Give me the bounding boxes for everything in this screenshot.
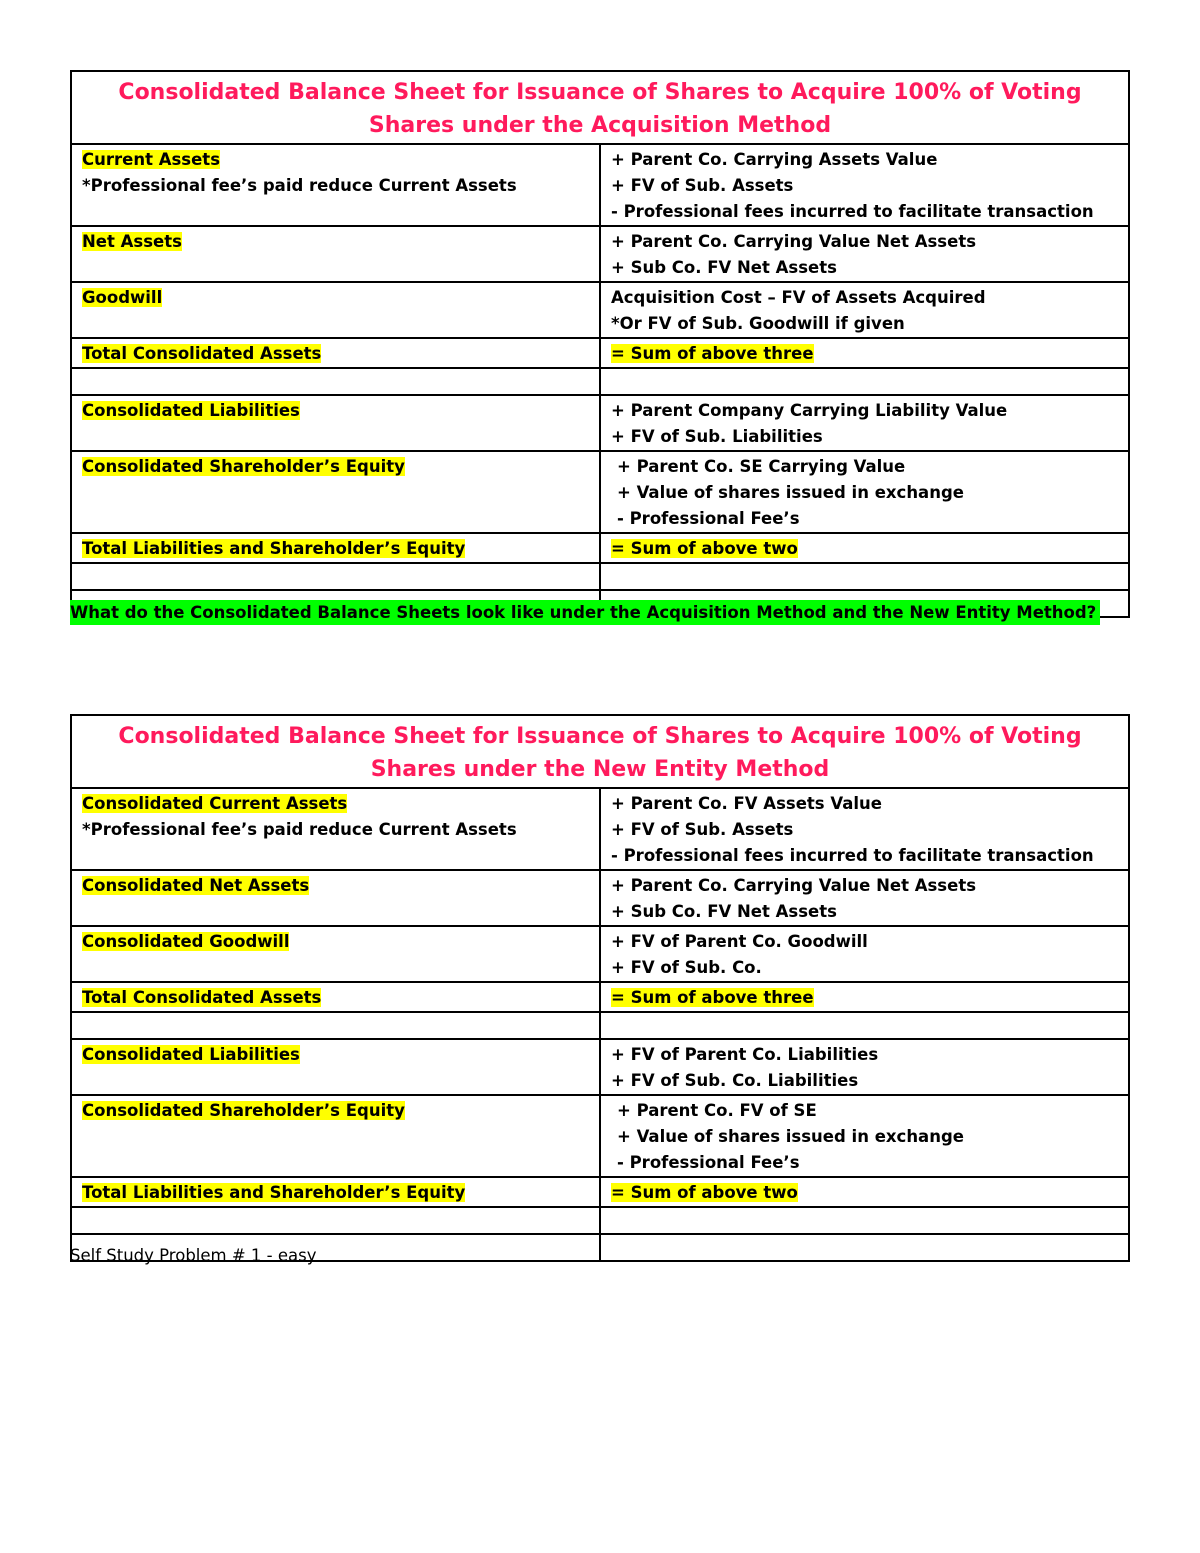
row-value: - Professional fees incurred to facilitate transaction — [611, 202, 1094, 221]
row-value: = Sum of above two — [611, 539, 798, 558]
row-value: + FV of Sub. Co. — [611, 958, 762, 977]
table-row — [71, 533, 1129, 563]
row-label: Consolidated Current Assets — [82, 794, 348, 813]
row-label: Total Liabilities and Shareholder’s Equity — [82, 1183, 466, 1202]
row-label: Total Consolidated Assets — [82, 344, 322, 363]
row-label: Goodwill — [82, 288, 163, 307]
table-row — [71, 395, 1129, 451]
row-value: = Sum of above three — [611, 988, 814, 1007]
empty-row — [71, 368, 1129, 395]
row-note: *Professional fee’s paid reduce Current Assets — [82, 176, 517, 195]
row-value: + FV of Sub. Assets — [611, 176, 794, 195]
row-label: Current Assets — [82, 150, 221, 169]
acquisition-method-table — [70, 70, 1130, 618]
row-value: + FV of Parent Co. Liabilities — [611, 1045, 879, 1064]
row-value: + Parent Company Carrying Liability Value — [611, 401, 1008, 420]
row-value: + Parent Co. Carrying Value Net Assets — [611, 876, 977, 895]
row-value: + FV of Parent Co. Goodwill — [611, 932, 868, 951]
row-label: Total Liabilities and Shareholder’s Equity — [82, 539, 466, 558]
row-label: Consolidated Liabilities — [82, 1045, 300, 1064]
row-value: + Parent Co. FV of SE — [617, 1101, 817, 1120]
row-label: Total Consolidated Assets — [82, 988, 322, 1007]
table-row — [71, 282, 1129, 338]
question-text: What do the Consolidated Balance Sheets look like under the Acquisition Method and the New Entity Method? — [70, 600, 1100, 625]
row-value: + Parent Co. Carrying Value Net Assets — [611, 232, 977, 251]
table-row — [71, 1177, 1129, 1207]
row-label: Consolidated Liabilities — [82, 401, 300, 420]
row-value: - Professional fees incurred to facilitate transaction — [611, 846, 1094, 865]
row-label: Consolidated Goodwill — [82, 932, 290, 951]
table-row — [71, 1095, 1129, 1177]
table-row — [71, 1039, 1129, 1095]
row-value: + FV of Sub. Liabilities — [611, 427, 823, 446]
row-value: + Parent Co. SE Carrying Value — [617, 457, 906, 476]
table-row — [71, 788, 1129, 870]
empty-row — [71, 1207, 1129, 1234]
table-row — [71, 926, 1129, 982]
row-value: - Professional Fee’s — [617, 1153, 800, 1172]
table-row — [71, 982, 1129, 1012]
table-title: Consolidated Balance Sheet for Issuance of Shares to Acquire 100% of Voting Shares under the Acquisition Method — [71, 71, 1129, 144]
empty-row — [71, 563, 1129, 590]
footer-text: Self Study Problem # 1 - easy — [70, 1246, 317, 1265]
table-row — [71, 338, 1129, 368]
row-value: + Sub Co. FV Net Assets — [611, 902, 837, 921]
row-value: = Sum of above two — [611, 1183, 798, 1202]
row-value: - Professional Fee’s — [617, 509, 800, 528]
table-row — [71, 870, 1129, 926]
row-value: Acquisition Cost – FV of Assets Acquired — [611, 288, 986, 307]
row-value: + Parent Co. Carrying Assets Value — [611, 150, 938, 169]
new-entity-method-table — [70, 714, 1130, 1262]
table-row — [71, 226, 1129, 282]
row-value: + Value of shares issued in exchange — [617, 1127, 964, 1146]
row-label: Consolidated Shareholder’s Equity — [82, 457, 405, 476]
row-label: Consolidated Shareholder’s Equity — [82, 1101, 405, 1120]
row-value: = Sum of above three — [611, 344, 814, 363]
row-value: *Or FV of Sub. Goodwill if given — [611, 314, 905, 333]
table-title: Consolidated Balance Sheet for Issuance of Shares to Acquire 100% of Voting Shares under the New Entity Method — [71, 715, 1129, 788]
row-note: *Professional fee’s paid reduce Current Assets — [82, 820, 517, 839]
row-label: Net Assets — [82, 232, 182, 251]
row-value: + Value of shares issued in exchange — [617, 483, 964, 502]
empty-row — [71, 1012, 1129, 1039]
table-row — [71, 451, 1129, 533]
row-value: + Parent Co. FV Assets Value — [611, 794, 882, 813]
row-value: + FV of Sub. Co. Liabilities — [611, 1071, 859, 1090]
table-row — [71, 144, 1129, 226]
row-value: + Sub Co. FV Net Assets — [611, 258, 837, 277]
row-value: + FV of Sub. Assets — [611, 820, 794, 839]
row-label: Consolidated Net Assets — [82, 876, 310, 895]
